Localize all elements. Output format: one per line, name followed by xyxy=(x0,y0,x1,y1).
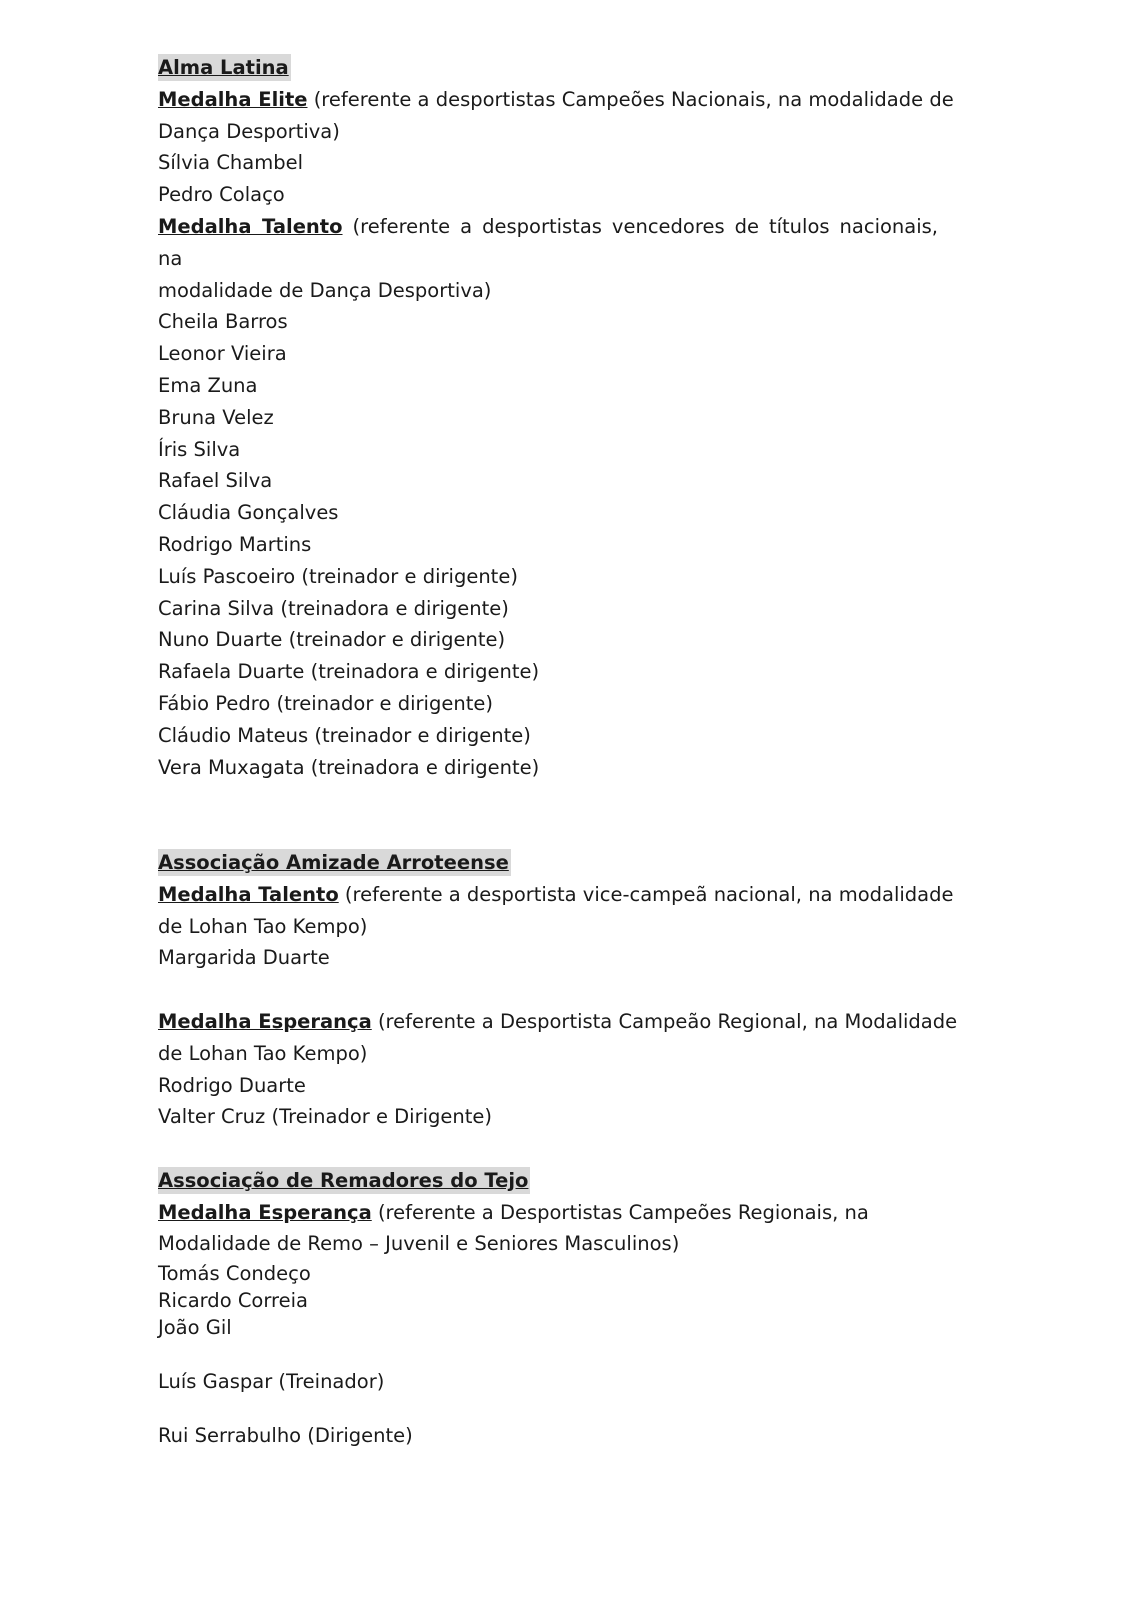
person: Rodrigo Martins xyxy=(158,532,312,556)
person: Sílvia Chambel xyxy=(158,151,304,175)
person: João Gil xyxy=(158,1316,232,1340)
person: Pedro Colaço xyxy=(158,183,285,207)
person: Rafaela Duarte (treinadora e dirigente) xyxy=(158,660,540,684)
medal-description-cont: modalidade de Dança Desportiva) xyxy=(158,278,492,302)
person: Ricardo Correia xyxy=(158,1289,308,1313)
person: Tomás Condeço xyxy=(158,1262,311,1286)
person: Luís Pascoeiro (treinador e dirigente) xyxy=(158,564,518,588)
medal-description: Medalha Talento (referente a desportista vice-campeã nacional, na modalidade xyxy=(158,882,954,906)
person: Rafael Silva xyxy=(158,469,273,493)
medal-label: Medalha Talento xyxy=(158,882,339,906)
spacer xyxy=(158,1395,938,1422)
staff-member: Rui Serrabulho (Dirigente) xyxy=(158,1424,413,1448)
person: Cláudia Gonçalves xyxy=(158,501,339,525)
medal-description: Medalha Elite (referente a desportistas Campeões Nacionais, na modalidade de xyxy=(158,87,954,111)
person: Margarida Duarte xyxy=(158,946,330,970)
person: Ema Zuna xyxy=(158,373,258,397)
person: Íris Silva xyxy=(158,437,241,461)
medal-description-cont: de Lohan Tao Kempo) xyxy=(158,1041,368,1065)
medal-label: Medalha Esperança xyxy=(158,1200,372,1224)
medal-description: Medalha Esperança (referente a Desportista Campeão Regional, na Modalidade xyxy=(158,1009,958,1033)
staff-member: Luís Gaspar (Treinador) xyxy=(158,1370,385,1394)
person: Fábio Pedro (treinador e dirigente) xyxy=(158,691,493,715)
spacer xyxy=(158,1341,938,1368)
person: Leonor Vieira xyxy=(158,342,287,366)
person: Bruna Velez xyxy=(158,405,274,429)
medal-label: Medalha Talento xyxy=(158,214,343,238)
club-heading: Associação de Remadores do Tejo xyxy=(158,1168,529,1192)
person: Vera Muxagata (treinadora e dirigente) xyxy=(158,755,540,779)
club-heading: Associação Amizade Arroteense xyxy=(158,850,509,874)
spacer xyxy=(158,974,938,1006)
medal-description-cont: de Lohan Tao Kempo) xyxy=(158,914,368,938)
page-content xyxy=(158,52,958,1449)
medal-description: Medalha Talento (referente a desportistas vencedores de títulos nacionais, na xyxy=(158,214,938,270)
medal-description-cont: Dança Desportiva) xyxy=(158,119,340,143)
spacer xyxy=(158,783,938,847)
person: Nuno Duarte (treinador e dirigente) xyxy=(158,628,506,652)
medal-label: Medalha Esperança xyxy=(158,1009,372,1033)
medal-description-cont: Modalidade de Remo – Juvenil e Seniores Masculinos) xyxy=(158,1232,680,1256)
person: Valter Cruz (Treinador e Dirigente) xyxy=(158,1105,493,1129)
medal-label: Medalha Elite xyxy=(158,87,308,111)
medal-description: Medalha Esperança (referente a Desportistas Campeões Regionais, na xyxy=(158,1200,869,1224)
club-heading: Alma Latina xyxy=(158,56,289,79)
person: Cláudio Mateus (treinador e dirigente) xyxy=(158,723,531,747)
spacer xyxy=(158,1133,938,1165)
person: Rodrigo Duarte xyxy=(158,1073,306,1097)
person: Carina Silva (treinadora e dirigente) xyxy=(158,596,509,620)
person: Cheila Barros xyxy=(158,310,288,334)
